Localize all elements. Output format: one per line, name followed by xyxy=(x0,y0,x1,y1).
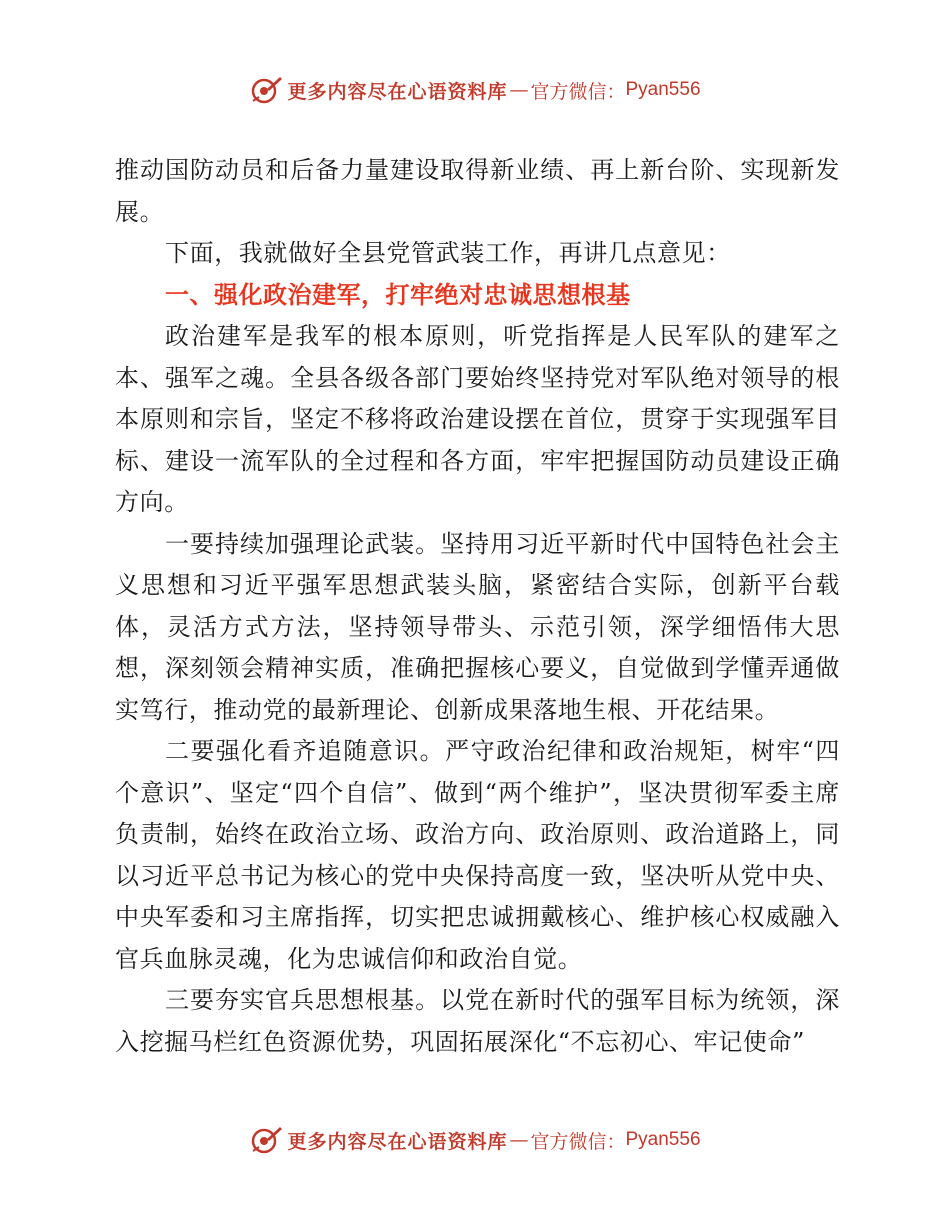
paragraph-5: 二要强化看齐追随意识。严守政治纪律和政治规矩，树牢“四个意识”、坚定“四个自信”、做到“两个维护”，坚决贯彻军委主席负责制，始终在政治立场、政治方向、政治原则、政治道路上，同以习近平总书记为核心的党中央保持高度一致，坚决听从党中央、中央军委和习主席指挥，切实把忠诚拥戴核心、维护核心权威融入官兵血脉灵魂，化为忠诚信仰和政治自觉。 xyxy=(115,737,840,973)
header-dash: — xyxy=(509,79,529,101)
paragraph-2: 下面，我就做好全县党管武装工作，再讲几点意见： xyxy=(165,239,731,267)
paragraph-4: 一要持续加强理论武装。坚持用习近平新时代中国特色社会主义思想和习近平强军思想武装头脑，紧密结合实际，创新平台载体，灵活方式方法，坚持领导带头、示范引领，深学细悟伟大思想，深刻领会精神实质，准确把握核心要义，自觉做到学懂弄通做实笃行，推动党的最新理论、创新成果落地生根、开花结果。 xyxy=(115,529,840,724)
footer-banner xyxy=(0,1120,950,1160)
footer-handle: Pyan556 xyxy=(625,1129,701,1150)
footer-dash: — xyxy=(509,1129,529,1151)
paragraph-3: 政治建军是我军的根本原则，听党指挥是人民军队的建军之本、强军之魂。全县各级各部门要始终坚持党对军队绝对领导的根本原则和宗旨，坚定不移将政治建设摆在首位，贯穿于实现强军目标、建设一流军队的全过程和各方面，牢牢把握国防动员建设正确方向。 xyxy=(115,322,840,516)
paragraph-6: 三要夯实官兵思想根基。以党在新时代的强军目标为统领，深入挖掘马栏红色资源优势，巩固拓展深化“不忘初心、牢记使命” xyxy=(115,986,840,1056)
paragraph-1: 推动国防动员和后备力量建设取得新业绩、再上新台阶、实现新发展。 xyxy=(115,156,840,226)
section-heading-1: 一、强化政治建军，打牢绝对忠诚思想根基 xyxy=(165,280,631,309)
footer-slogan: 更多内容尽在心语资料库 xyxy=(287,1130,508,1153)
header-wechat-label: 官方微信： xyxy=(530,80,626,103)
document-body xyxy=(115,150,840,1063)
pen-circle-logo-icon xyxy=(249,1123,283,1157)
footer-wechat-label: 官方微信： xyxy=(530,1130,626,1153)
header-banner xyxy=(0,70,950,110)
header-handle: Pyan556 xyxy=(625,79,701,100)
header-slogan: 更多内容尽在心语资料库 xyxy=(287,80,508,103)
pen-circle-logo-icon xyxy=(249,73,283,107)
